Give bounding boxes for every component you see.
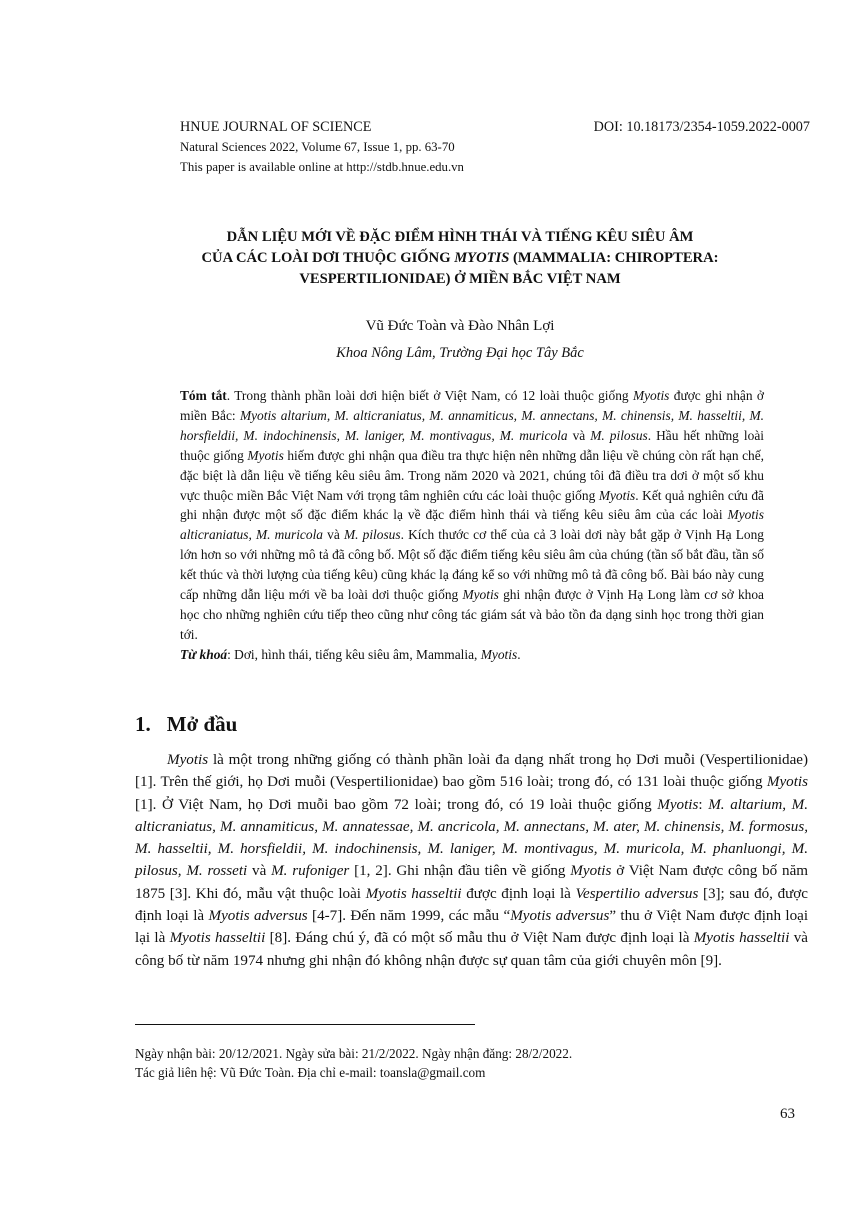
authors: Vũ Đức Toàn và Đào Nhân Lợi <box>365 318 555 334</box>
abstract-ital: Myotis <box>632 388 670 403</box>
section-number: 1. <box>135 712 151 736</box>
abstract-ital: Myotis <box>247 447 284 463</box>
abstract-ital: Myotis <box>598 487 636 503</box>
section-title: Mở đầu <box>166 712 238 736</box>
journal-header <box>180 117 810 177</box>
footnote-dates: Ngày nhận bài: 20/12/2021. Ngày sửa bài: 21/2/2022. Ngày nhận đăng: 28/2/2022. <box>135 1046 573 1061</box>
issue-info: Natural Sciences 2022, Volume 67, Issue 1, pp. 63-70 <box>180 140 455 154</box>
journal-name: HNUE JOURNAL OF SCIENCE <box>180 119 372 135</box>
keywords-text: : Dơi, hình thái, tiếng kêu siêu âm, Mammalia, <box>227 646 481 662</box>
keywords-label: Từ khoá <box>180 646 228 662</box>
keywords <box>180 645 764 665</box>
doi: DOI: 10.18173/2354-1059.2022-0007 <box>593 119 810 135</box>
intro-paragraph <box>135 749 808 972</box>
keywords-end: . <box>517 646 521 662</box>
intro-span: ở Việt Nam được công bố năm 1875 [3]. Khi đó, mẫu vật thuộc loài <box>135 863 809 902</box>
intro-species-list: M. altarium, M. alticraniatus, M. annamiticus, M. annatessae, M. ancricola, M. annectans, M. ater, M. chinensis, M. formosus, M. hasseltii, M. horsfieldii, M. indochinensis, M. laniger, M. montivagus, M. muricola, M. phanluongi, M. pilosus, M. rosseti <box>135 796 808 880</box>
abstract-ital: Myotis alticraniatus, M. muricola <box>180 507 764 543</box>
intro-ital: Myotis hasseltii <box>365 885 462 902</box>
abstract-span: . Kết quả nghiên cứu đã ghi nhận được một số đặc điểm khác lạ về đặc điểm hình thái và tiếng kêu siêu âm của các loài <box>180 487 764 523</box>
abstract-species: Myotis altarium, M. alticraniatus, M. annamiticus, M. annectans, M. chinensis, M. hasseltii, M. horsfieldii, M. indochinensis, M. laniger, M. montivagus, M. muricola <box>180 407 764 443</box>
paper-title <box>150 227 770 290</box>
intro-span: được định loại là <box>461 885 576 902</box>
abstract-span: và <box>322 527 344 543</box>
intro-span: ” thu ở Việt Nam được định loại lại là <box>135 908 809 947</box>
abstract-span: . Hầu hết những loài thuộc giống <box>180 427 764 463</box>
affiliation: Khoa Nông Lâm, Trường Đại học Tây Bắc <box>336 345 584 361</box>
intro-span: [1]. Ở Việt Nam, họ Dơi muỗi bao gồm 72 loài; trong đó, có 19 loài thuộc giống <box>135 796 658 813</box>
intro-span: là một trong những giống có thành phần loài đa dạng nhất trong họ Dơi muỗi (Vespertilionidae) [1]. Trên thế giới, họ Dơi muỗi (Vespertilionidae) bao gồm 516 loài; trong đó, có 131 loài thuộc giống <box>135 752 808 791</box>
abstract-span: ghi nhận được ở Vịnh Hạ Long làm cơ sở khoa học cho những nghiên cứu tiếp theo cũng như công tác giám sát và bảo tồn đa dạng sinh học trong thời gian tới. <box>180 587 764 642</box>
intro-span: : <box>698 796 709 813</box>
intro-ital: Myotis <box>657 796 699 813</box>
intro-ital: Myotis adversus <box>208 908 308 925</box>
intro-ital: Myotis hasseltii <box>169 930 266 947</box>
intro-span: và công bố từ năm 1974 nhưng ghi nhận đó không nhận được sự quan tâm của giới chuyên môn [9]. <box>135 930 808 969</box>
intro-span: [3]; sau đó, được định loại là <box>135 885 808 925</box>
intro-ital: Myotis hasseltii <box>693 930 790 947</box>
intro-span: [1, 2]. Ghi nhận đầu tiên về giống <box>349 863 571 880</box>
footnote-divider <box>135 1024 475 1025</box>
intro-span: [8]. Đáng chú ý, đã có một số mẫu thu ở Việt Nam được định loại là <box>265 930 694 947</box>
title-line-2a: CỦA CÁC LOÀI DƠI THUỘC GIỐNG <box>201 250 455 266</box>
abstract-text <box>180 386 764 645</box>
intro-span: và <box>247 863 272 880</box>
intro-span: [4-7]. Đến năm 1999, các mẫu “ <box>307 908 511 925</box>
intro-text <box>135 749 808 972</box>
page-number: 63 <box>780 1106 795 1122</box>
title-line-1: DẪN LIỆU MỚI VỀ ĐẶC ĐIỂM HÌNH THÁI VÀ TIẾNG KÊU SIÊU ÂM <box>226 229 694 245</box>
footnotes <box>135 1044 815 1082</box>
intro-ital: Myotis adversus <box>510 908 610 925</box>
keywords-ital: Myotis <box>480 646 518 662</box>
abstract-ital: Myotis <box>462 587 499 603</box>
abstract-ital: M. pilosus <box>343 527 401 543</box>
abstract-span: . Kích thước cơ thể của cả 3 loài dơi này bắt gặp ở Vịnh Hạ Long lớn hơn so với những mô tả đã công bố. Một số đặc điểm tiếng kêu siêu âm của chúng (tần số bắt đầu, tần số kết thúc và thời lượng của tiếng kêu) cũng khác lạ đáng kể so với những mô tả đã công bố. Bài báo này cung cấp những dẫn liệu mới về ba loài dơi thuộc giống <box>180 527 764 603</box>
abstract-span: và <box>567 427 591 443</box>
title-line-2 <box>150 248 770 269</box>
intro-ital: Myotis <box>167 752 209 768</box>
title-genus: MYOTIS <box>454 250 510 266</box>
availability-note: This paper is available online at http://stdb.hnue.edu.vn <box>180 160 464 174</box>
abstract <box>180 386 764 665</box>
section-heading <box>135 712 237 737</box>
abstract-span: được ghi nhận ở miền Bắc: <box>180 388 764 423</box>
intro-ital: Vespertilio adversus <box>575 885 699 902</box>
intro-ital: Myotis <box>766 774 808 791</box>
title-line-2c: (MAMMALIA: CHIROPTERA: <box>509 250 719 266</box>
abstract-span: . Trong thành phần loài dơi hiện biết ở Việt Nam, có 12 loài thuộc giống <box>226 388 633 403</box>
title-line-3: VESPERTILIONIDAE) Ở MIỀN BẮC VIỆT NAM <box>299 271 621 287</box>
abstract-ital: M. pilosus <box>590 427 648 443</box>
abstract-span: hiếm được ghi nhận qua điều tra thực hiện nên những dẫn liệu về chúng còn rất hạn chế, đặc biệt là dẫn liệu về tiếng kêu siêu âm. Trong năm 2020 và 2021, chúng tôi đã điều tra dơi ở một số khu vực thuộc miền Bắc Việt Nam với trọng tâm nghiên cứu các loài thuộc giống <box>180 447 764 503</box>
intro-ital: M. rufoniger <box>271 863 350 880</box>
footnote-contact: Tác giả liên hệ: Vũ Đức Toàn. Địa chỉ e-mail: toansla@gmail.com <box>135 1065 486 1080</box>
intro-ital: Myotis <box>570 863 612 880</box>
abstract-label: Tóm tắt <box>180 388 227 403</box>
